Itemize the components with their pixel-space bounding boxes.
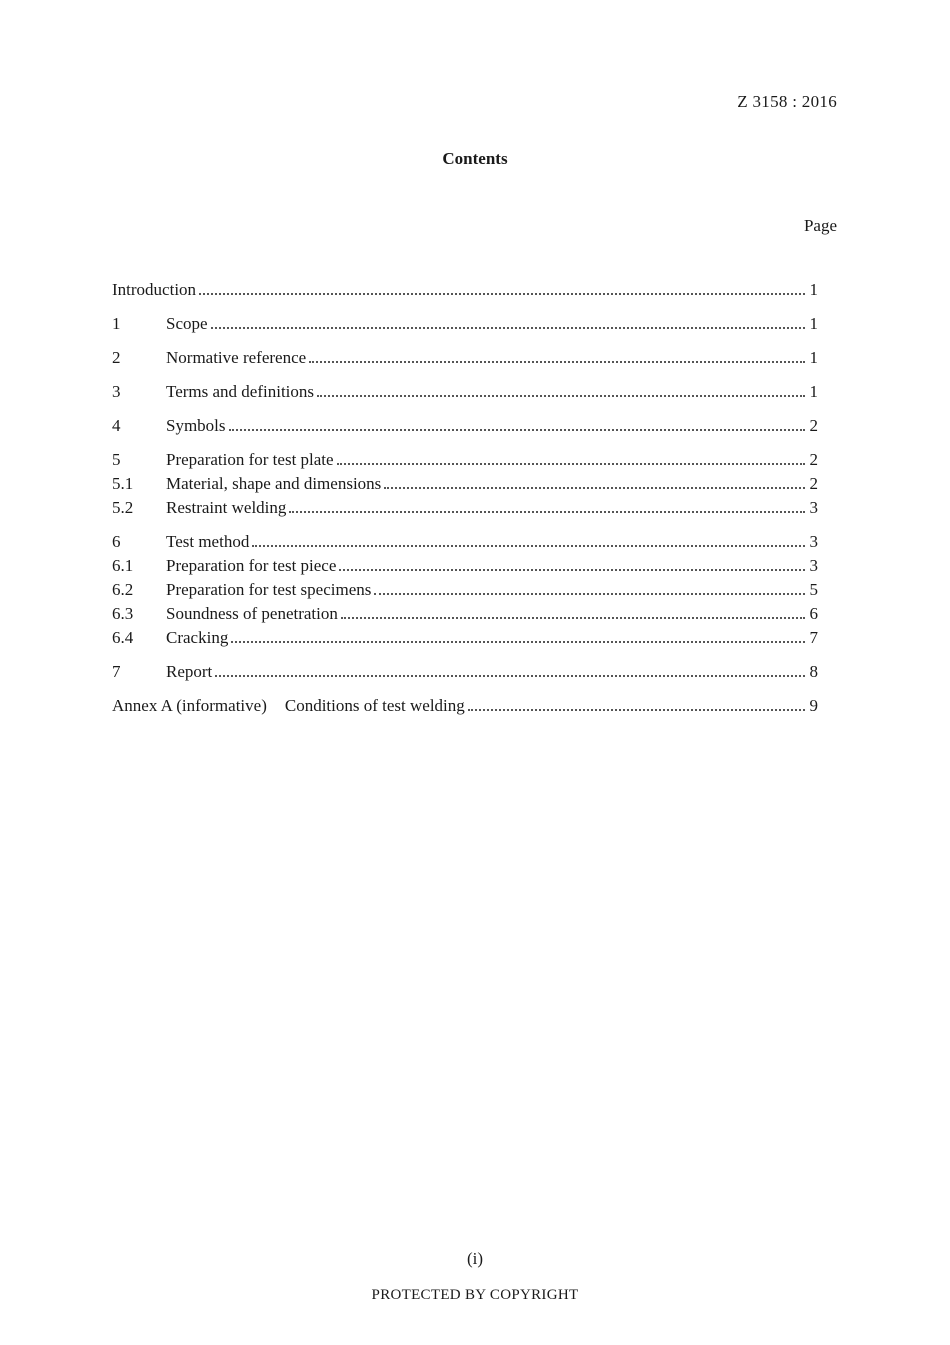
toc-entry-number: 6.4 — [112, 628, 134, 647]
toc-entry-label: Symbols — [166, 416, 226, 435]
toc-entry-label: Introduction — [112, 280, 197, 299]
toc-entry[interactable] — [112, 604, 818, 628]
page-column-label: Page — [803, 216, 837, 235]
toc-entry[interactable] — [112, 382, 818, 406]
toc-entry-page: 2 — [809, 416, 818, 435]
toc-entry-label: Report — [166, 662, 213, 681]
toc-entry[interactable] — [112, 662, 818, 686]
dot-leader — [341, 616, 805, 619]
toc-entry-page: 1 — [809, 348, 818, 367]
toc-entry-number: 1 — [112, 314, 121, 333]
toc-entry-number: 6.2 — [112, 580, 134, 599]
table-of-contents — [112, 280, 818, 720]
toc-entry-label: Normative reference — [166, 348, 307, 367]
toc-entry[interactable] — [112, 450, 818, 474]
toc-entry[interactable] — [112, 556, 818, 580]
toc-entry-number: 7 — [112, 662, 121, 681]
dot-leader — [289, 510, 805, 513]
toc-entry[interactable] — [112, 580, 818, 604]
toc-entry-page: 9 — [809, 696, 818, 715]
standard-number: Z 3158 : 2016 — [737, 92, 837, 111]
toc-entry-page: 7 — [809, 628, 818, 647]
toc-entry-label: Preparation for test piece — [166, 556, 337, 575]
toc-entry-label: Restraint welding — [166, 498, 287, 517]
toc-entry-number: 6 — [112, 532, 121, 551]
dot-leader — [229, 428, 805, 431]
dot-leader — [317, 394, 805, 397]
page-folio: (i) — [466, 1249, 484, 1268]
toc-entry-label: Material, shape and dimensions — [166, 474, 382, 493]
dot-leader — [384, 486, 805, 489]
toc-entry[interactable] — [112, 416, 818, 440]
toc-entry-page: 5 — [809, 580, 818, 599]
toc-entry[interactable] — [112, 348, 818, 372]
toc-entry-page: 3 — [809, 532, 818, 551]
toc-entry-number: 6.3 — [112, 604, 134, 623]
dot-leader — [337, 462, 805, 465]
toc-entry-number: 4 — [112, 416, 121, 435]
toc-entry-page: 8 — [809, 662, 818, 681]
toc-entry[interactable] — [112, 498, 818, 522]
toc-entry-annex[interactable] — [112, 696, 818, 720]
toc-entry-label: Preparation for test specimens — [166, 580, 372, 599]
toc-entry-label: Test method — [166, 532, 250, 551]
toc-entry-label: Cracking — [166, 628, 229, 647]
dot-leader — [309, 360, 805, 363]
toc-entry-number: 2 — [112, 348, 121, 367]
toc-entry-number: 5.1 — [112, 474, 134, 493]
dot-leader — [199, 292, 805, 295]
dot-leader — [374, 592, 805, 595]
toc-entry-page: 2 — [809, 450, 818, 469]
toc-entry-page: 3 — [809, 498, 818, 517]
dot-leader — [231, 640, 805, 643]
toc-entry-label: Conditions of test welding — [284, 696, 465, 715]
toc-entry[interactable] — [112, 474, 818, 498]
dot-leader — [252, 544, 805, 547]
toc-entry-label: Terms and definitions — [166, 382, 315, 401]
toc-entry[interactable] — [112, 314, 818, 338]
toc-entry-page: 2 — [809, 474, 818, 493]
toc-entry-label: Soundness of penetration — [166, 604, 338, 623]
toc-entry[interactable] — [112, 628, 818, 652]
toc-entry-page: 1 — [809, 280, 818, 299]
page-title: Contents — [442, 149, 508, 168]
dot-leader — [215, 674, 805, 677]
dot-leader — [211, 326, 805, 329]
toc-entry-page: 6 — [809, 604, 818, 623]
toc-entry-number: 3 — [112, 382, 121, 401]
toc-entry-number: 5 — [112, 450, 121, 469]
toc-entry-label: Scope — [166, 314, 208, 333]
copyright-notice: PROTECTED BY COPYRIGHT — [371, 1287, 579, 1303]
toc-entry-page: 1 — [809, 314, 818, 333]
toc-entry-page: 3 — [809, 556, 818, 575]
toc-entry-number: 6.1 — [112, 556, 134, 575]
toc-entry[interactable] — [112, 532, 818, 556]
toc-entry-label: Preparation for test plate — [166, 450, 334, 469]
dot-leader — [468, 708, 805, 711]
toc-entry[interactable] — [112, 280, 818, 304]
annex-designation: Annex A (informative) — [112, 696, 267, 715]
toc-entry-page: 1 — [809, 382, 818, 401]
toc-entry-number: 5.2 — [112, 498, 134, 517]
dot-leader — [339, 568, 805, 571]
